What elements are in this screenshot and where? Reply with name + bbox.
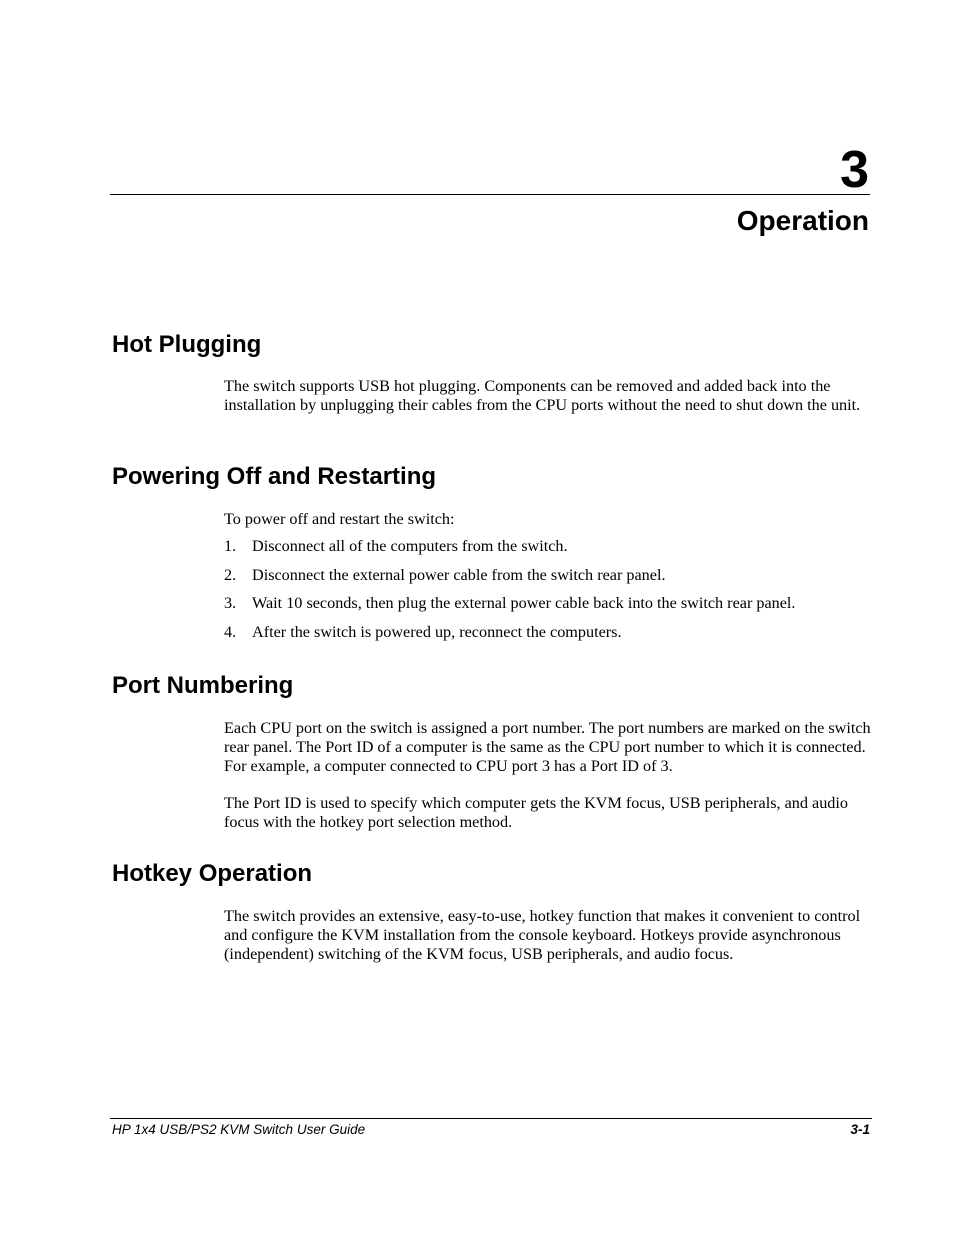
chapter-number: 3 xyxy=(840,141,869,199)
section-heading-powering-off: Powering Off and Restarting xyxy=(112,463,437,490)
step-text: Wait 10 seconds, then plug the external power cable back into the switch rear panel. xyxy=(252,594,796,613)
section-heading-hot-plugging: Hot Plugging xyxy=(112,331,262,358)
powering-off-intro: To power off and restart the switch: xyxy=(224,510,455,528)
section-heading-port-numbering: Port Numbering xyxy=(112,672,294,699)
footer-document-title: HP 1x4 USB/PS2 KVM Switch User Guide xyxy=(112,1122,366,1137)
hotkey-operation-paragraph: The switch provides an extensive, easy-to-use, hotkey function that makes it convenient to control and configure the KVM installation from the console keyboard. Hotkeys provide asynchronous (independent) switching of the KVM focus, USB peripherals, and audio focus. xyxy=(224,907,861,963)
step-number: 2. xyxy=(224,565,237,584)
footer-page-number: 3-1 xyxy=(850,1122,870,1137)
port-numbering-paragraph-2: The Port ID is used to specify which computer gets the KVM focus, USB peripherals, and audio focus with the hotkey port selection method. xyxy=(224,794,848,831)
list-item xyxy=(224,623,884,652)
power-off-steps-list xyxy=(224,537,884,652)
step-number: 1. xyxy=(224,537,237,555)
footer-divider xyxy=(110,1118,872,1119)
step-text: Disconnect all of the computers from the switch. xyxy=(252,537,568,555)
step-text: After the switch is powered up, reconnect the computers. xyxy=(252,623,622,642)
chapter-title: Operation xyxy=(736,205,869,236)
hot-plugging-paragraph: The switch supports USB hot plugging. Components can be removed and added back into the installation by unplugging their cables from the CPU ports without the need to shut down the unit. xyxy=(224,377,861,414)
step-number: 3. xyxy=(224,594,237,613)
port-numbering-paragraph-1: Each CPU port on the switch is assigned a port number. The port numbers are marked on the switch rear panel. The Port ID of a computer is the same as the CPU port number to which it is connected. For example, a computer connected to CPU port 3 has a Port ID of 3. xyxy=(224,719,871,775)
chapter-divider xyxy=(110,194,870,195)
list-item xyxy=(224,537,884,566)
list-item xyxy=(224,594,884,623)
step-number: 4. xyxy=(224,623,237,642)
step-text: Disconnect the external power cable from the switch rear panel. xyxy=(252,565,666,584)
list-item xyxy=(224,566,884,595)
section-heading-hotkey-operation: Hotkey Operation xyxy=(112,860,313,887)
